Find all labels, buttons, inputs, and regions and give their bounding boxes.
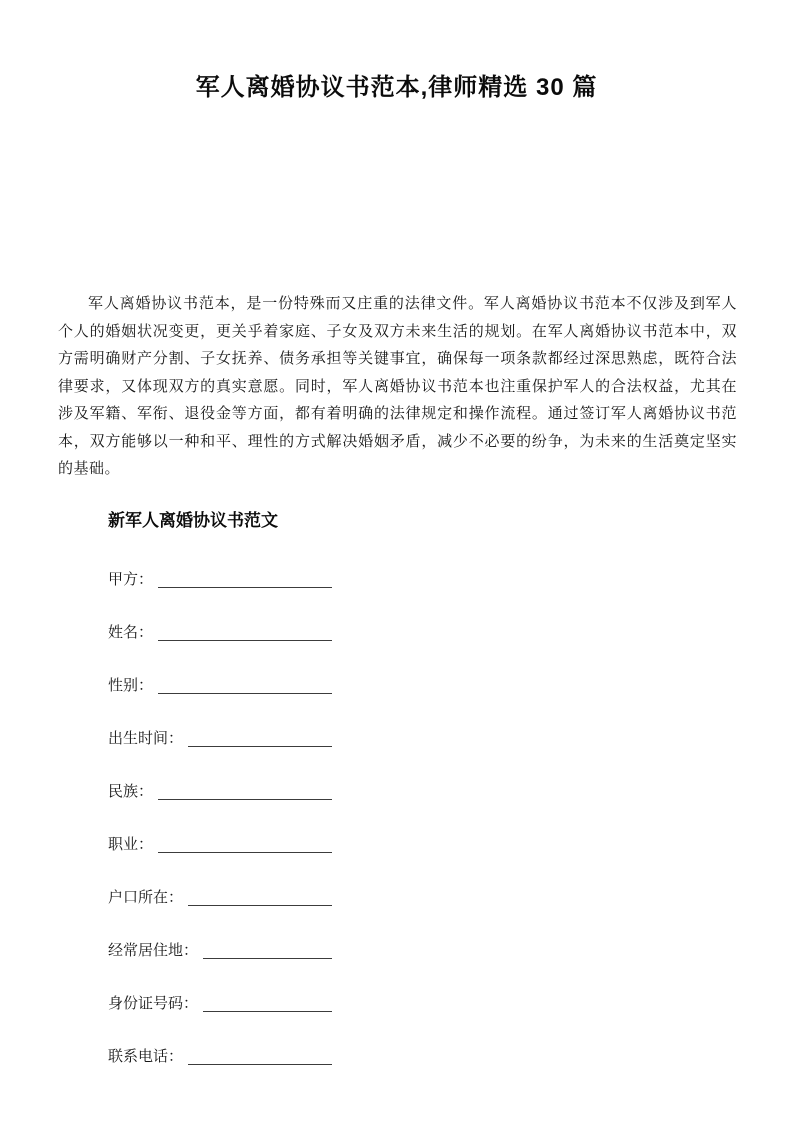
form-field-label: 姓名： — [108, 623, 154, 641]
form-field-label: 民族： — [108, 782, 154, 800]
form-field-blank-line — [203, 1011, 332, 1012]
form-field-label: 性别： — [108, 676, 154, 694]
form-field-row — [108, 675, 332, 696]
form-field-blank-line — [188, 746, 332, 747]
form-field-row — [108, 993, 332, 1014]
form-field-row — [108, 834, 332, 855]
form-field-blank-line — [158, 693, 332, 694]
form-field-blank-line — [158, 852, 332, 853]
form-field-label: 身份证号码： — [108, 994, 199, 1012]
form-field-blank-line — [158, 640, 332, 641]
form-field-label: 甲方： — [108, 570, 154, 588]
intro-paragraph: 军人离婚协议书范本，是一份特殊而又庄重的法律文件。军人离婚协议书范本不仅涉及到军人个人的婚姻状况变更，更关乎着家庭、子女及双方未来生活的规划。在军人离婚协议书范本中，双方需明确财产分割、子女抚养、债务承担等关键事宜，确保每一项条款都经过深思熟虑，既符合法律要求，又体现双方的真实意愿。同时，军人离婚协议书范本也注重保护军人的合法权益，尤其在涉及军籍、军衔、退役金等方面，都有着明确的法律规定和操作流程。通过签订军人离婚协议书范本，双方能够以一种和平、理性的方式解决婚姻矛盾，减少不必要的纷争，为未来的生活奠定坚实的基础。 — [58, 295, 737, 477]
form-field-row — [108, 781, 332, 802]
form-field-row — [108, 887, 332, 908]
form-field-label: 出生时间： — [108, 729, 184, 747]
form-field-blank-line — [188, 905, 332, 906]
form-field-label: 职业： — [108, 835, 154, 853]
form-field-blank-line — [158, 799, 332, 800]
form-field-label: 户口所在： — [108, 888, 184, 906]
form-field-blank-line — [203, 958, 332, 959]
form-field-blank-line — [158, 587, 332, 588]
form-field-blank-line — [188, 1064, 332, 1065]
form-field-row — [108, 1046, 332, 1067]
form-field-row — [108, 622, 332, 643]
document-title: 军人离婚协议书范本,律师精选 30 篇 — [195, 74, 598, 101]
form-fields — [108, 569, 793, 1067]
form-field-row — [108, 728, 332, 749]
form-field-label: 经常居住地： — [108, 941, 199, 959]
form-field-row — [108, 569, 332, 590]
section-heading: 新军人离婚协议书范文 — [108, 510, 278, 530]
form-field-row — [108, 940, 332, 961]
form-field-label: 联系电话： — [108, 1047, 184, 1065]
